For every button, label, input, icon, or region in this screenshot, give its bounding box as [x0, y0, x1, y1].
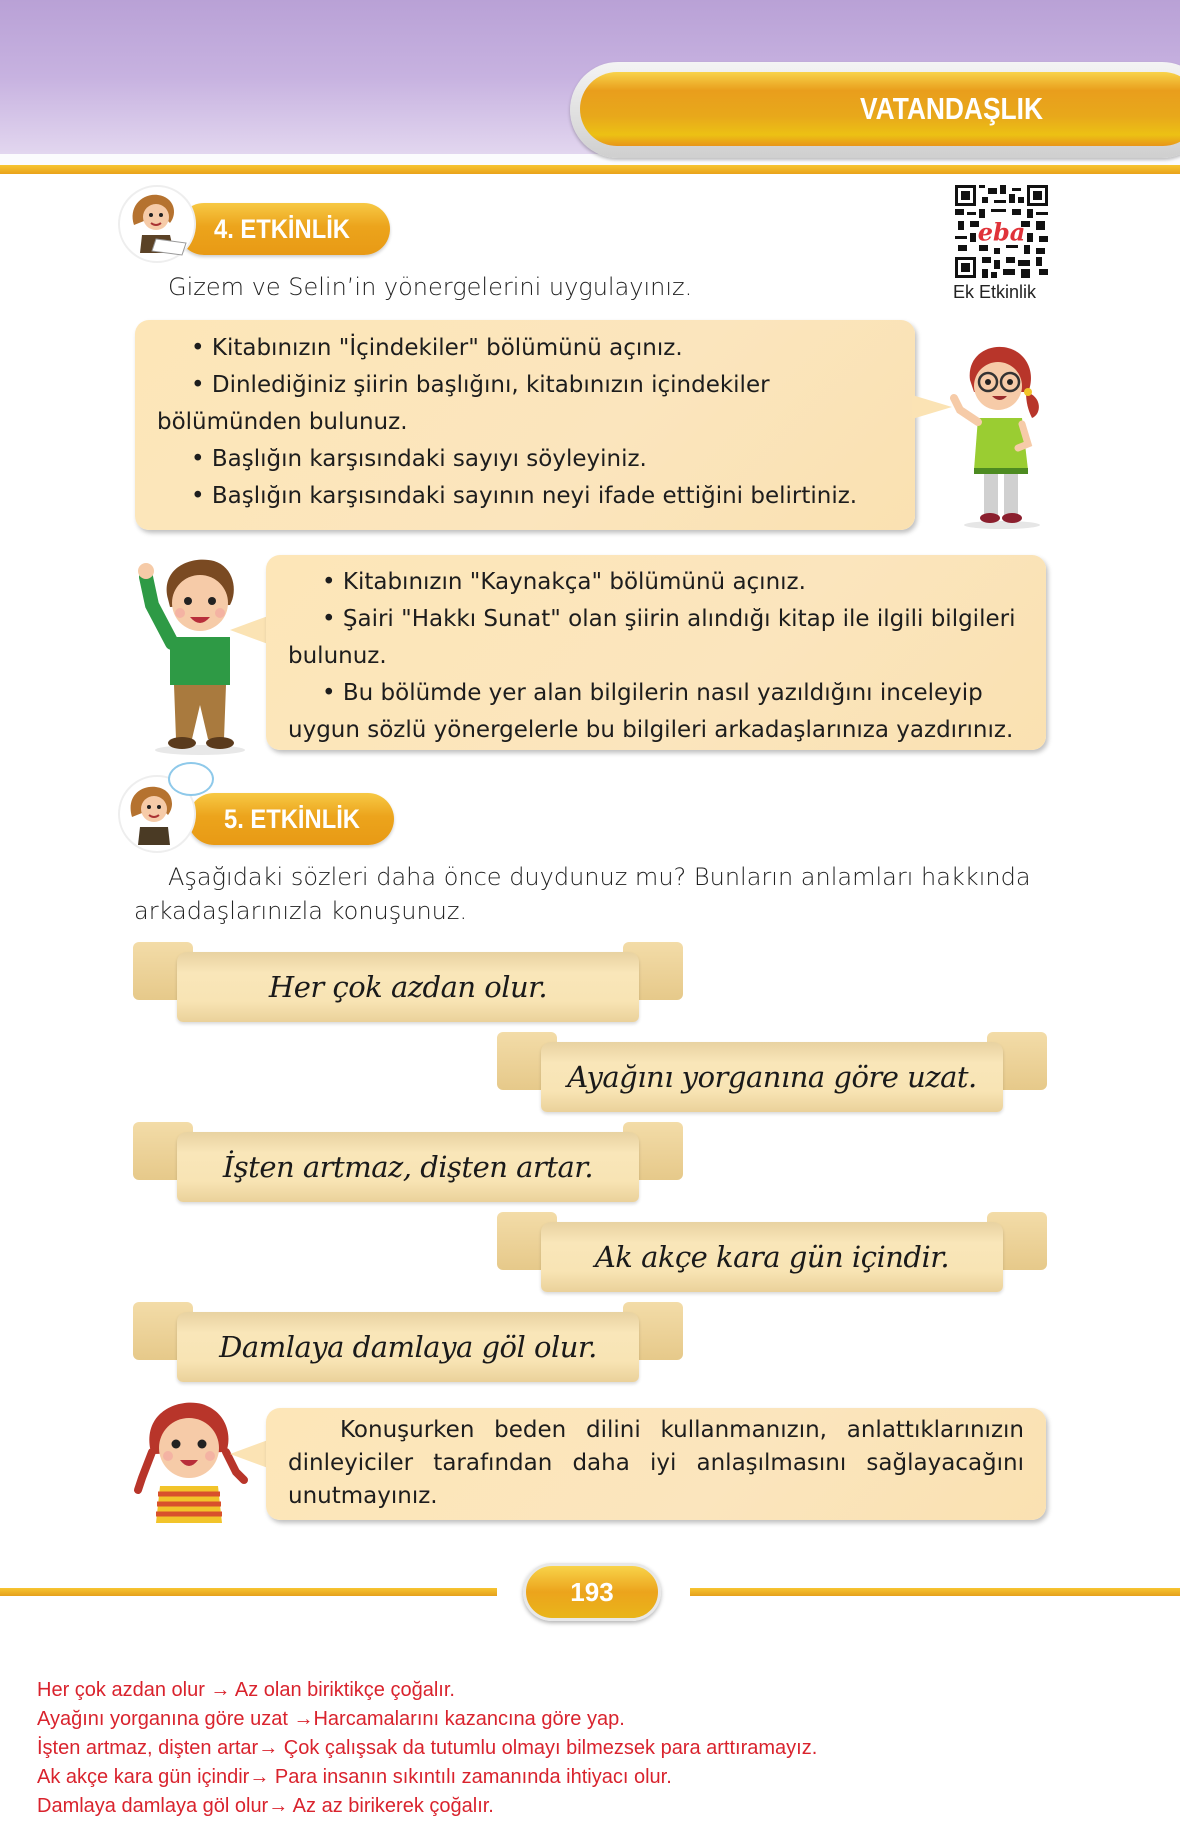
activity-4-badge: [178, 203, 390, 255]
speech-bubble-icon: [168, 762, 214, 796]
activity-5-instruction: Aşağıdaki sözleri daha önce duydunuz mu? Bunların anlamları hakkında arkadaşlarınızla konuşunuz.: [134, 863, 1031, 925]
saying-banner: [497, 1032, 1047, 1114]
page-number: 193: [570, 1576, 614, 1607]
instruction-line: • Kitabınızın "Kaynakça" bölümünü açınız.: [322, 569, 806, 595]
saying-text: Damlaya damlaya göl olur.: [219, 1330, 597, 1364]
activity-4-title: 4. ETKİNLİK: [214, 213, 350, 244]
girl-with-glasses-illustration: [950, 340, 1050, 530]
instruction-line: • Kitabınızın "İçindekiler" bölümünü açınız.: [191, 335, 683, 361]
speech-bubble-girl: [135, 320, 915, 530]
speech-tail: [230, 616, 268, 644]
qr-code-icon[interactable]: [955, 185, 1048, 278]
footer-rule-left: [0, 1588, 497, 1596]
saying-text: Ak akçe kara gün içindir.: [594, 1240, 950, 1274]
footer-rule-right: [690, 1588, 1180, 1596]
speech-tail: [230, 1440, 268, 1468]
saying-banner: [133, 1122, 683, 1204]
speech-bubble-boy: [266, 555, 1046, 750]
boy-waving-illustration: [130, 555, 260, 755]
girl-writing-mascot-icon: [118, 185, 196, 263]
page-number-badge: [523, 1563, 661, 1621]
activity-5-badge: [188, 793, 394, 845]
instruction-line: • Bu bölümde yer alan bilgilerin nasıl yazıldığını inceleyip uygun sözlü yönergelerle bu bilgileri arkadaşlarınıza yazdırınız.: [288, 680, 1014, 743]
saying-text: Her çok azdan olur.: [268, 970, 548, 1004]
answer-notes: [37, 1676, 817, 1821]
instruction-line: • Başlığın karşısındaki sayının neyi ifade ettiğini belirtiniz.: [191, 483, 858, 509]
extra-activity-label[interactable]: Ek Etkinlik: [953, 282, 1037, 302]
answer-line: Ak akçe kara gün içindir→ Para insanın sıkıntılı zamanında ihtiyacı olur.: [37, 1766, 672, 1788]
saying-text: İşten artmaz, dişten artar.: [222, 1150, 594, 1184]
answer-line: Her çok azdan olur → Az olan biriktikçe çoğalır.: [37, 1679, 455, 1701]
saying-banner: [133, 1302, 683, 1384]
svg-text:eba: eba: [977, 217, 1026, 247]
instruction-line: • Başlığın karşısındaki sayıyı söyleyiniz.: [191, 446, 647, 472]
section-pill: [580, 72, 1180, 146]
section-title: VATANDAŞLIK: [860, 91, 1043, 126]
instruction-line: • Şairi "Hakkı Sunat" olan şiirin alındığı kitap ile ilgili bilgileri bulunuz.: [288, 606, 1016, 669]
saying-banner: [497, 1212, 1047, 1294]
answer-line: Ayağını yorganına göre uzat →Harcamalarını kazancına göre yap.: [37, 1708, 625, 1730]
answer-line: İşten artmaz, dişten artar→ Çok çalışsak da tutumlu olmayı bilmezsek para arttıramayız.: [37, 1737, 818, 1759]
speech-tail: [912, 395, 952, 419]
speech-bubble-tip: Konuşurken beden dilini kullanmanızın, anlattıklarınızın dinleyiciler tarafından daha iyi anlaşılmasını sağlayacağını unutmayınız.: [266, 1408, 1046, 1520]
saying-banner: [133, 942, 683, 1024]
saying-text: Ayağını yorganına göre uzat.: [567, 1060, 977, 1094]
header-rule: [0, 165, 1180, 174]
instruction-line: • Dinlediğiniz şiirin başlığını, kitabınızın içindekiler bölümünden bulunuz.: [157, 372, 770, 435]
activity-5-title: 5. ETKİNLİK: [224, 803, 360, 834]
activity-4-instruction: Gizem ve Selin’in yönergelerini uygulayınız.: [168, 273, 693, 301]
answer-line: Damlaya damlaya göl olur→ Az az birikerek çoğalır.: [37, 1795, 494, 1817]
